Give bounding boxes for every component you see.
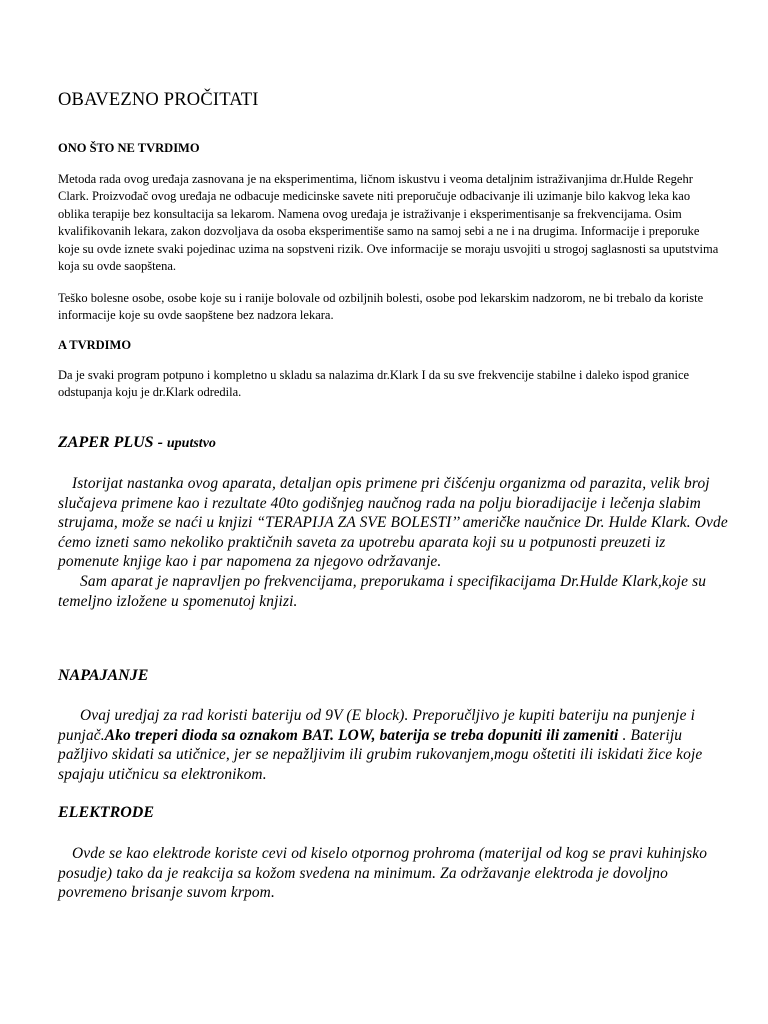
heading-zaper-plus xyxy=(58,434,216,452)
elektrode-text: Ovde se kao elektrode koriste cevi od kiselo otpornog prohroma (materijal od kog se pravi kuhinjsko posudje) tako da je reakcija sa kožom svedena na minimum. Za održavanje elektroda je dovoljno povremeno brisanje suvom krpom. xyxy=(58,845,708,902)
paragraph-disclaimer-1: Metoda rada ovog uređaja zasnovana je na eksperimentima, ličnom iskustvu i veoma detaljnim istraživanjima dr.Hulde Regehr Clark. Proizvođač ovog uređaja ne odbacuje medicinske savete niti preporučuje odbacivanje ili uzimanje bilo kakvog leka kao oblika terapije bez konsultacija sa lekarom. Namena ovog uređaja je istraživanje i eksperimentisanje sa frekvencijama. Osim kvalifikovanih lekara, zakon dozvoljava da osoba eksperimentiše samo na samoj sebi a ne i na drugima. Informacije i preporuke koje su ovde iznete svaki pojedinac uzima na sopstveni rizik. Ove informacije se moraju usvojiti u strogoj saglasnosti sa uputstvima koja su ovde saopštena. xyxy=(58,172,719,274)
heading-zaper-main: ZAPER PLUS - xyxy=(58,434,167,451)
heading-ne-tvrdimo: ONO ŠTO NE TVRDIMO xyxy=(58,141,200,155)
paragraph-disclaimer-2: Teško bolesne osobe, osobe koje su i ranije bolovale od ozbiljnih bolesti, osobe pod lekarskim nadzorom, ne bi trebalo da koriste informacije koje su ovde saopštene bez nadzora lekara. xyxy=(58,291,704,323)
paragraph-elektrode xyxy=(58,844,730,903)
zaper-intro-text: Istorijat nastanka ovog aparata, detaljan opis primene pri čišćenju organizma od parazita, velik broj slučajeva primene kao i rezultate 40to godišnjeg naučnog rada na polju bioradijacije i lečenja slabim strujama, može se naći u knjizi “TERAPIJA ZA SVE BOLESTI’’ američke naučnice Dr. Hulde Klark. Ovde ćemo izneti samo nekoliko praktičnih saveta za upotrebu aparata koji su u potpunosti preuzeti iz pomenute knjige kao i par napomena za njegovo održavanje. xyxy=(58,475,728,571)
heading-napajanje: NAPAJANJE xyxy=(58,667,149,684)
paragraph-zaper-intro xyxy=(58,474,730,611)
heading-zaper-sub: uputstvo xyxy=(166,436,216,451)
napajanje-text-end: . Bateriju pažljivo skidati sa utičnice, jer se nepažljivim ili grubim rukovanjem,mogu oštetiti ili iskidati žice koje spajaju utičnicu sa elektronikom. xyxy=(58,726,703,783)
paragraph-napajanje xyxy=(58,706,730,784)
napajanje-text-start: Ovaj uredjaj za rad koristi bateriju od 9V (E block). Preporučljivo je kupiti bateriju na punjenje i punjač. xyxy=(58,707,696,744)
paragraph-claim: Da je svaki program potpuno i kompletno u skladu sa nalazima dr.Klark I da su sve frekvencije stabilne i daleko ispod granice odstupanja koju je dr.Klark odredila. xyxy=(58,368,690,400)
napajanje-battery-warning: Ako treperi dioda sa oznakom BAT. LOW, baterija se treba dopuniti ili zameniti xyxy=(104,726,619,744)
heading-tvrdimo: A TVRDIMO xyxy=(58,338,132,352)
heading-elektrode: ELEKTRODE xyxy=(58,804,155,821)
document-title: OBAVEZNO PROČITATI xyxy=(58,90,259,110)
zaper-aparat-text: Sam aparat je napravljen po frekvencijama, preporukama i specifikacijama Dr.Hulde Klark,koje su temeljno izložene u spomenutoj knjizi. xyxy=(58,572,707,610)
